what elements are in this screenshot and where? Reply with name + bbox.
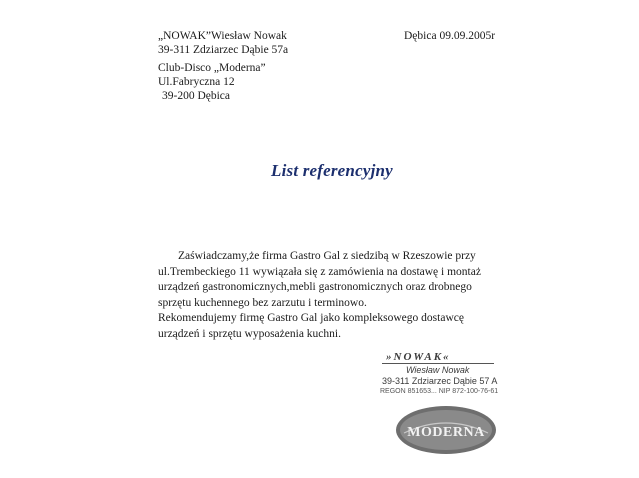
sender-address bbox=[158, 29, 288, 57]
letter-title: List referencyjny bbox=[271, 161, 393, 180]
logo-text: MODERNA bbox=[407, 425, 485, 440]
stamp-company-name: »NOWAK« bbox=[386, 351, 451, 363]
body-line: urządzeń gastronomicznych,mebli gastronomicznych oraz drobnego bbox=[158, 281, 472, 294]
moderna-logo bbox=[394, 403, 498, 457]
stamp-divider bbox=[382, 363, 494, 364]
letter-date: Dębica 09.09.2005r bbox=[404, 30, 496, 42]
body-line: urządzeń i sprzętu wyposażenia kuchni. bbox=[158, 327, 341, 340]
stamp-regon: REGON 851653... NIP 872-100-76-61 bbox=[380, 388, 499, 395]
recipient-address bbox=[158, 61, 266, 103]
sender-street: 39-311 Zdziarzec Dąbie 57a bbox=[158, 44, 289, 56]
company-stamp bbox=[372, 351, 502, 411]
sender-name: „NOWAK”Wiesław Nowak bbox=[158, 30, 287, 42]
body-line: ul.Trembeckiego 11 wywiązała się z zamówienia na dostawę i montaż bbox=[158, 265, 481, 278]
recipient-city: 39-200 Dębica bbox=[162, 90, 231, 102]
stamp-address: 39-311 Zdziarzec Dąbie 57 A bbox=[382, 376, 498, 386]
body-line: Zaświadczamy,że firma Gastro Gal z siedzibą w Rzeszowie przy bbox=[178, 250, 476, 262]
recipient-name: Club-Disco „Moderna” bbox=[158, 62, 266, 74]
stamp-owner: Wiesław Nowak bbox=[406, 365, 470, 375]
body-line: Rekomendujemy firmę Gastro Gal jako kompleksowego dostawcę bbox=[158, 312, 464, 325]
body-line: sprzętu kuchennego bez zarzutu i terminowo. bbox=[158, 296, 367, 309]
recipient-street: Ul.Fabryczna 12 bbox=[158, 76, 235, 88]
letter-body bbox=[158, 249, 518, 343]
